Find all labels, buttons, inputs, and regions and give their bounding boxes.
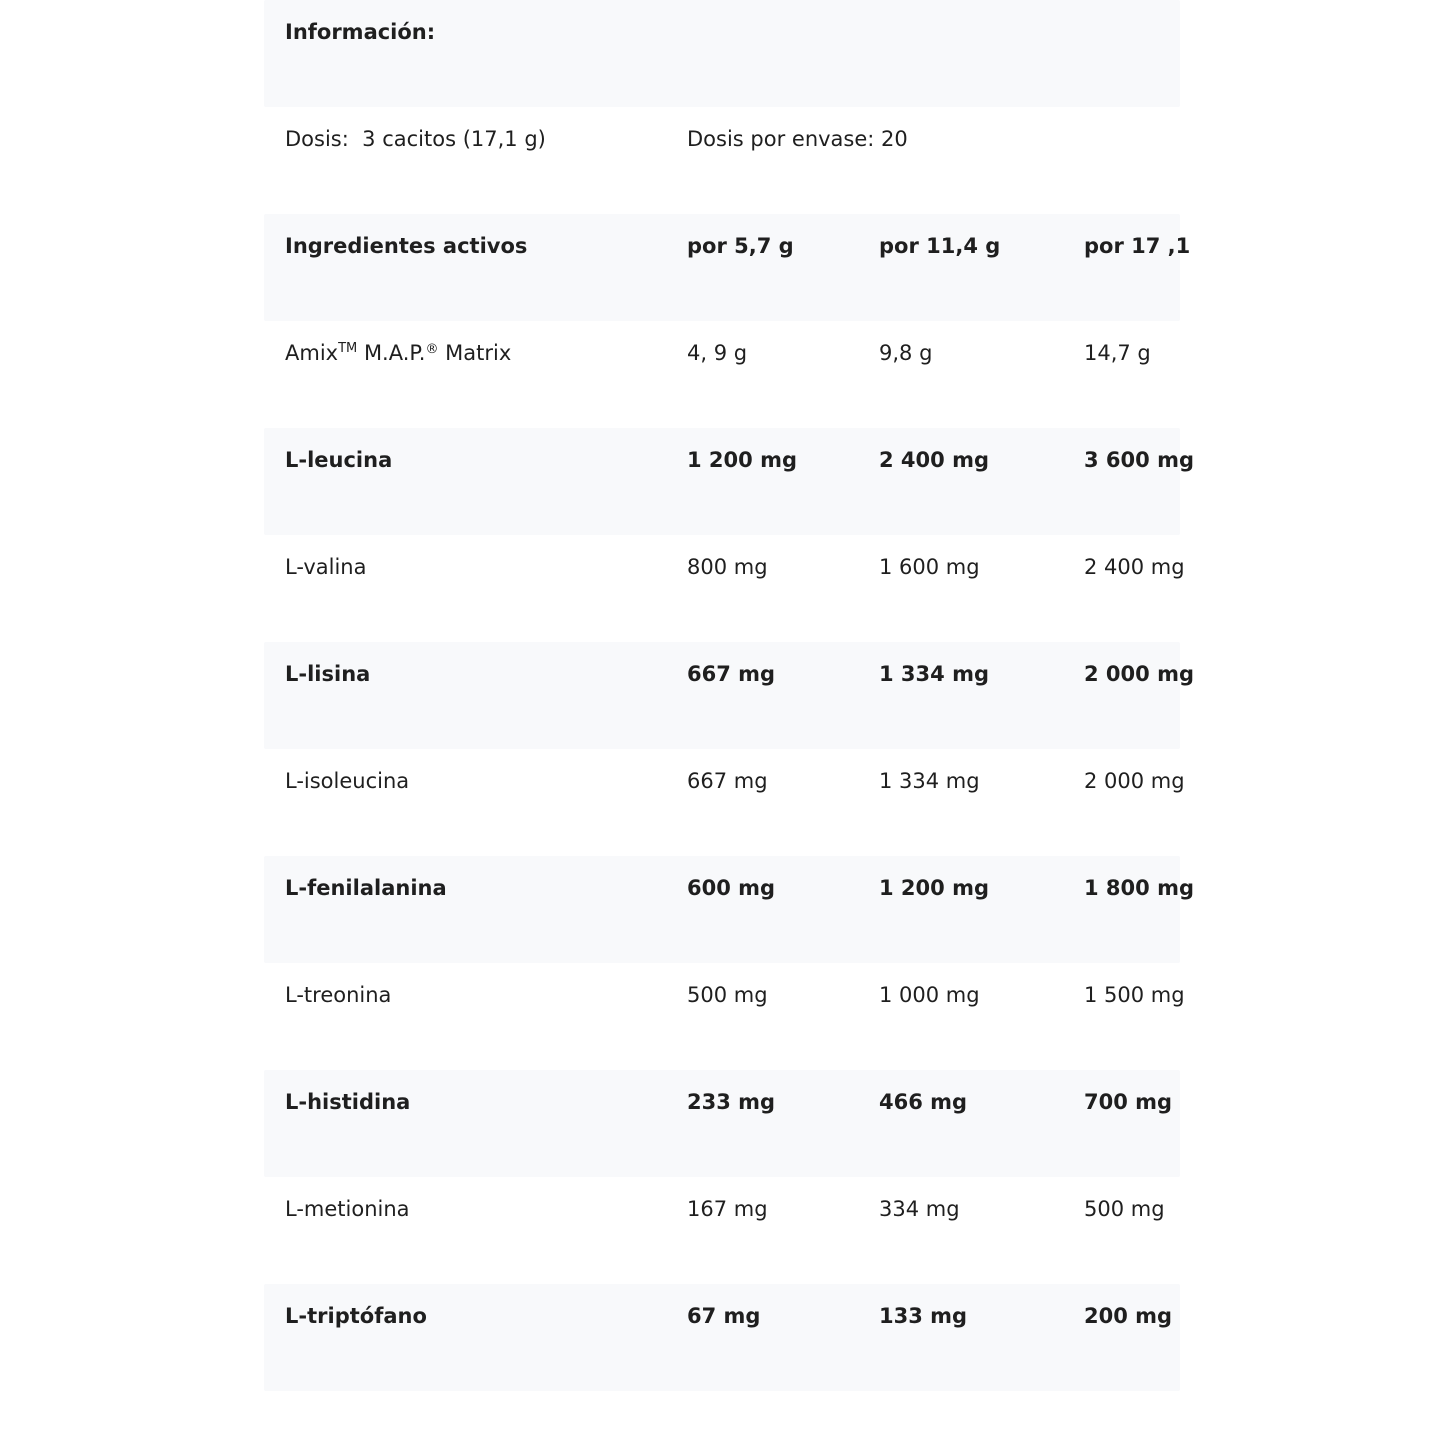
- info-heading: Información:: [285, 20, 436, 44]
- header-col3: por 17 ,1: [1084, 234, 1191, 258]
- ingredient-name: L-triptófano: [285, 1304, 427, 1328]
- amount-col2: 133 mg: [879, 1304, 968, 1328]
- header-col2: por 11,4 g: [879, 234, 1001, 258]
- dose-text: Dosis: 3 cacitos (17,1 g): [285, 127, 546, 151]
- header-ingredient: Ingredientes activos: [285, 234, 528, 258]
- amount-col3: 200 mg: [1084, 1304, 1173, 1328]
- matrix-col1: 4, 9 g: [687, 341, 748, 365]
- table-row: [264, 1284, 1180, 1391]
- ingredient-name: L-fenilalanina: [285, 876, 447, 900]
- table-header-row: [264, 214, 1191, 321]
- amount-col1: 1 200 mg: [687, 448, 797, 472]
- ingredient-name: L-isoleucina: [285, 769, 410, 793]
- amount-col3: 3 600 mg: [1084, 448, 1194, 472]
- nutrition-table: [264, 0, 1194, 1391]
- amount-col1: 667 mg: [687, 769, 768, 793]
- amount-col1: 800 mg: [687, 555, 768, 579]
- dose-row: [264, 107, 1180, 214]
- table-row: [264, 535, 1185, 642]
- ingredient-name: L-treonina: [285, 983, 392, 1007]
- matrix-name-main: Amix: [285, 341, 339, 365]
- table-row: [264, 642, 1194, 749]
- matrix-col3: 14,7 g: [1084, 341, 1151, 365]
- matrix-col2: 9,8 g: [879, 341, 933, 365]
- registered-mark: ®: [425, 342, 439, 357]
- ingredient-name: L-valina: [285, 555, 367, 579]
- amount-col3: 2 000 mg: [1084, 662, 1194, 686]
- amount-col3: 2 000 mg: [1084, 769, 1185, 793]
- table-row-matrix: [264, 321, 1180, 428]
- amount-col1: 67 mg: [687, 1304, 761, 1328]
- ingredient-name: L-metionina: [285, 1197, 410, 1221]
- matrix-name: [285, 340, 511, 366]
- table-row: [264, 749, 1185, 856]
- amount-col3: 1 800 mg: [1084, 876, 1194, 900]
- amount-col3: 700 mg: [1084, 1090, 1173, 1114]
- amount-col3: 500 mg: [1084, 1197, 1165, 1221]
- table-row: [264, 428, 1194, 535]
- amount-col1: 600 mg: [687, 876, 776, 900]
- amount-col2: 1 600 mg: [879, 555, 980, 579]
- amount-col1: 167 mg: [687, 1197, 768, 1221]
- table-row: [264, 1070, 1180, 1177]
- trademark-mark: TM: [338, 341, 358, 356]
- ingredient-name: L-histidina: [285, 1090, 411, 1114]
- amount-col2: 1 200 mg: [879, 876, 989, 900]
- table-row: [264, 1177, 1180, 1284]
- amount-col3: 1 500 mg: [1084, 983, 1185, 1007]
- doses-per-container-text: Dosis por envase: 20: [687, 127, 908, 151]
- amount-col1: 233 mg: [687, 1090, 776, 1114]
- amount-col2: 334 mg: [879, 1197, 960, 1221]
- matrix-name-end: Matrix: [438, 341, 512, 365]
- ingredient-name: L-lisina: [285, 662, 371, 686]
- amount-col1: 500 mg: [687, 983, 768, 1007]
- amount-col3: 2 400 mg: [1084, 555, 1185, 579]
- table-row: [264, 856, 1194, 963]
- table-row: [264, 963, 1185, 1070]
- ingredient-name: L-leucina: [285, 448, 393, 472]
- info-heading-row: [264, 0, 1180, 107]
- amount-col2: 466 mg: [879, 1090, 968, 1114]
- amount-col2: 2 400 mg: [879, 448, 989, 472]
- header-col1: por 5,7 g: [687, 234, 794, 258]
- amount-col2: 1 334 mg: [879, 662, 989, 686]
- amount-col2: 1 334 mg: [879, 769, 980, 793]
- amount-col1: 667 mg: [687, 662, 776, 686]
- amount-col2: 1 000 mg: [879, 983, 980, 1007]
- matrix-name-mid: M.A.P.: [357, 341, 426, 365]
